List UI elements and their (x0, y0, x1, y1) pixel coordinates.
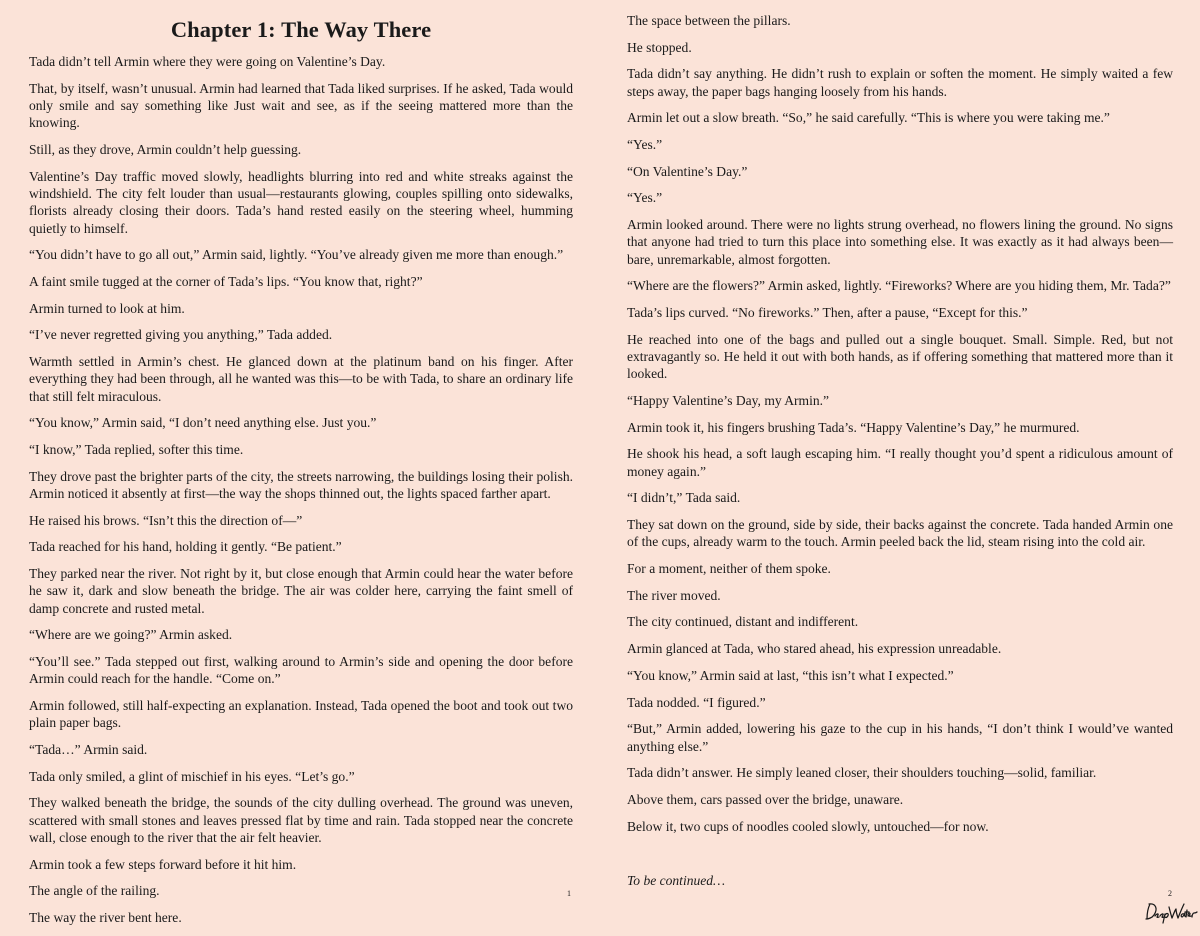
paragraph: “You know,” Armin said, “I don’t need anything else. Just you.” (29, 415, 377, 431)
paragraph: That, by itself, wasn’t unusual. Armin had learned that Tada liked surprises. If he asked, Tada would only smile and say something like Just wait and see, as if the seeing mattered more than the knowing. (29, 80, 573, 131)
paragraph: Armin looked around. There were no lights strung overhead, no flowers lining the ground. No signs that anyone had tried to turn this place into something else. It was exactly as it had always been—bare, unremarkable, almost forgotten. (627, 217, 1173, 267)
paragraph: Armin turned to look at him. (29, 300, 185, 316)
paragraph: Tada didn’t answer. He simply leaned closer, their shoulders touching—solid, familiar. (627, 765, 1097, 781)
signature-logo (1143, 899, 1199, 925)
to-be-continued: To be continued… (627, 872, 726, 888)
paragraph: Tada didn’t say anything. He didn’t rush to explain or soften the moment. He simply waited a few steps away, the paper bags hanging loosely from his hands. (627, 66, 1173, 99)
paragraph: Armin took it, his fingers brushing Tada’s. “Happy Valentine’s Day,” he murmured. (627, 419, 1080, 435)
paragraph: Tada’s lips curved. “No fireworks.” Then, after a pause, “Except for this.” (627, 305, 1028, 321)
paragraph: He shook his head, a soft laugh escaping him. “I really thought you’d spent a ridiculous amount of money again.” (627, 446, 1173, 479)
paragraph: “I’ve never regretted giving you anything,” Tada added. (29, 327, 333, 343)
paragraph: “Tada…” Armin said. (29, 741, 148, 757)
paragraph: “I know,” Tada replied, softer this time. (29, 441, 244, 457)
paragraph: “I didn’t,” Tada said. (627, 490, 741, 506)
paragraph: The way the river bent here. (29, 909, 182, 925)
paragraph: Armin took a few steps forward before it hit him. (29, 856, 297, 872)
paragraph: “Happy Valentine’s Day, my Armin.” (627, 393, 830, 409)
page-number: 2 (1168, 889, 1172, 898)
paragraph: Tada nodded. “I figured.” (627, 694, 766, 710)
paragraph: Tada reached for his hand, holding it gently. “Be patient.” (29, 539, 342, 555)
paragraph: Armin let out a slow breath. “So,” he said carefully. “This is where you were taking me.” (627, 110, 1110, 126)
paragraph: “Yes.” (627, 137, 663, 153)
paragraph: The space between the pillars. (627, 13, 791, 28)
paragraph: They parked near the river. Not right by it, but close enough that Armin could hear the water before he saw it, dark and slow beneath the bridge. The air was colder here, carrying the faint smell of damp concrete and rusted metal. (29, 566, 573, 616)
paragraph: He reached into one of the bags and pulled out a single bouquet. Small. Simple. Red, but not extravagantly so. He held it out with both hands, as if offering something that mattered more than it looked. (627, 331, 1173, 382)
paragraph: Armin followed, still half-expecting an explanation. Instead, Tada opened the boot and took out two plain paper bags. (29, 697, 573, 731)
paragraph: Still, as they drove, Armin couldn’t help guessing. (29, 141, 302, 157)
paragraph: “You didn’t have to go all out,” Armin said, lightly. “You’ve already given me more than enough.” (29, 247, 564, 263)
paragraph: Valentine’s Day traffic moved slowly, headlights blurring into red and white streaks against the windshield. The city felt louder than usual—restaurants glowing, couples spilling onto sidewalks, florists already closing their doors. Tada’s hand rested easily on the steering wheel, humming quietly to himself. (29, 168, 573, 236)
paragraph: “Yes.” (627, 190, 663, 206)
paragraph: He stopped. (627, 39, 692, 55)
paragraph: “But,” Armin added, lowering his gaze to the cup in his hands, “I don’t think I would’ve wanted anything else.” (627, 721, 1173, 754)
paragraph: “On Valentine’s Day.” (627, 163, 748, 179)
paragraph: “Where are the flowers?” Armin asked, lightly. “Fireworks? Where are you hiding them, Mr. Tada?” (627, 278, 1171, 294)
chapter-title: Chapter 1: The Way There (170, 17, 432, 42)
paragraph: Tada didn’t tell Armin where they were going on Valentine’s Day. (29, 54, 386, 69)
paragraph: They walked beneath the bridge, the sounds of the city dulling overhead. The ground was uneven, scattered with small stones and leaves pressed flat by time and rain. Tada stopped near the concrete wall, close enough to the river that the air felt heavier. (29, 795, 573, 845)
paragraph: Below it, two cups of noodles cooled slowly, untouched—for now. (627, 818, 989, 834)
paragraph: Armin glanced at Tada, who stared ahead, his expression unreadable. (627, 641, 1002, 657)
paragraph: For a moment, neither of them spoke. (627, 561, 831, 577)
paragraph: Above them, cars passed over the bridge, unaware. (627, 791, 904, 807)
paragraph: The city continued, distant and indifferent. (627, 614, 859, 630)
paragraph: “You know,” Armin said at last, “this isn’t what I expected.” (627, 667, 954, 683)
left-page (29, 0, 573, 936)
paragraph: A faint smile tugged at the corner of Tada’s lips. “You know that, right?” (29, 273, 423, 289)
page-number: 1 (567, 889, 571, 898)
right-page (627, 0, 1173, 899)
paragraph: They drove past the brighter parts of the city, the streets narrowing, the buildings losing their polish. Armin noticed it absently at first—the way the shops thinned out, the lights spaced farther apart. (29, 468, 573, 501)
paragraph: The angle of the railing. (29, 883, 160, 899)
paragraph: Warmth settled in Armin’s chest. He glanced down at the platinum band on his finger. After everything they had been through, all he wanted was this—to be with Tada, to share an ordinary life that still felt miraculous. (29, 353, 573, 404)
paragraph: The river moved. (627, 587, 721, 603)
paragraph: He raised his brows. “Isn’t this the direction of—” (29, 512, 303, 528)
paragraph: “Where are we going?” Armin asked. (29, 627, 233, 643)
paragraph: They sat down on the ground, side by side, their backs against the concrete. Tada handed Armin one of the cups, already warm to the touch. Armin peeled back the lid, steam rising into the cold air. (627, 517, 1173, 550)
paragraph: Tada only smiled, a glint of mischief in his eyes. “Let’s go.” (29, 768, 355, 784)
paragraph: “You’ll see.” Tada stepped out first, walking around to Armin’s side and opening the door before Armin could reach for the handle. “Come on.” (29, 653, 573, 687)
